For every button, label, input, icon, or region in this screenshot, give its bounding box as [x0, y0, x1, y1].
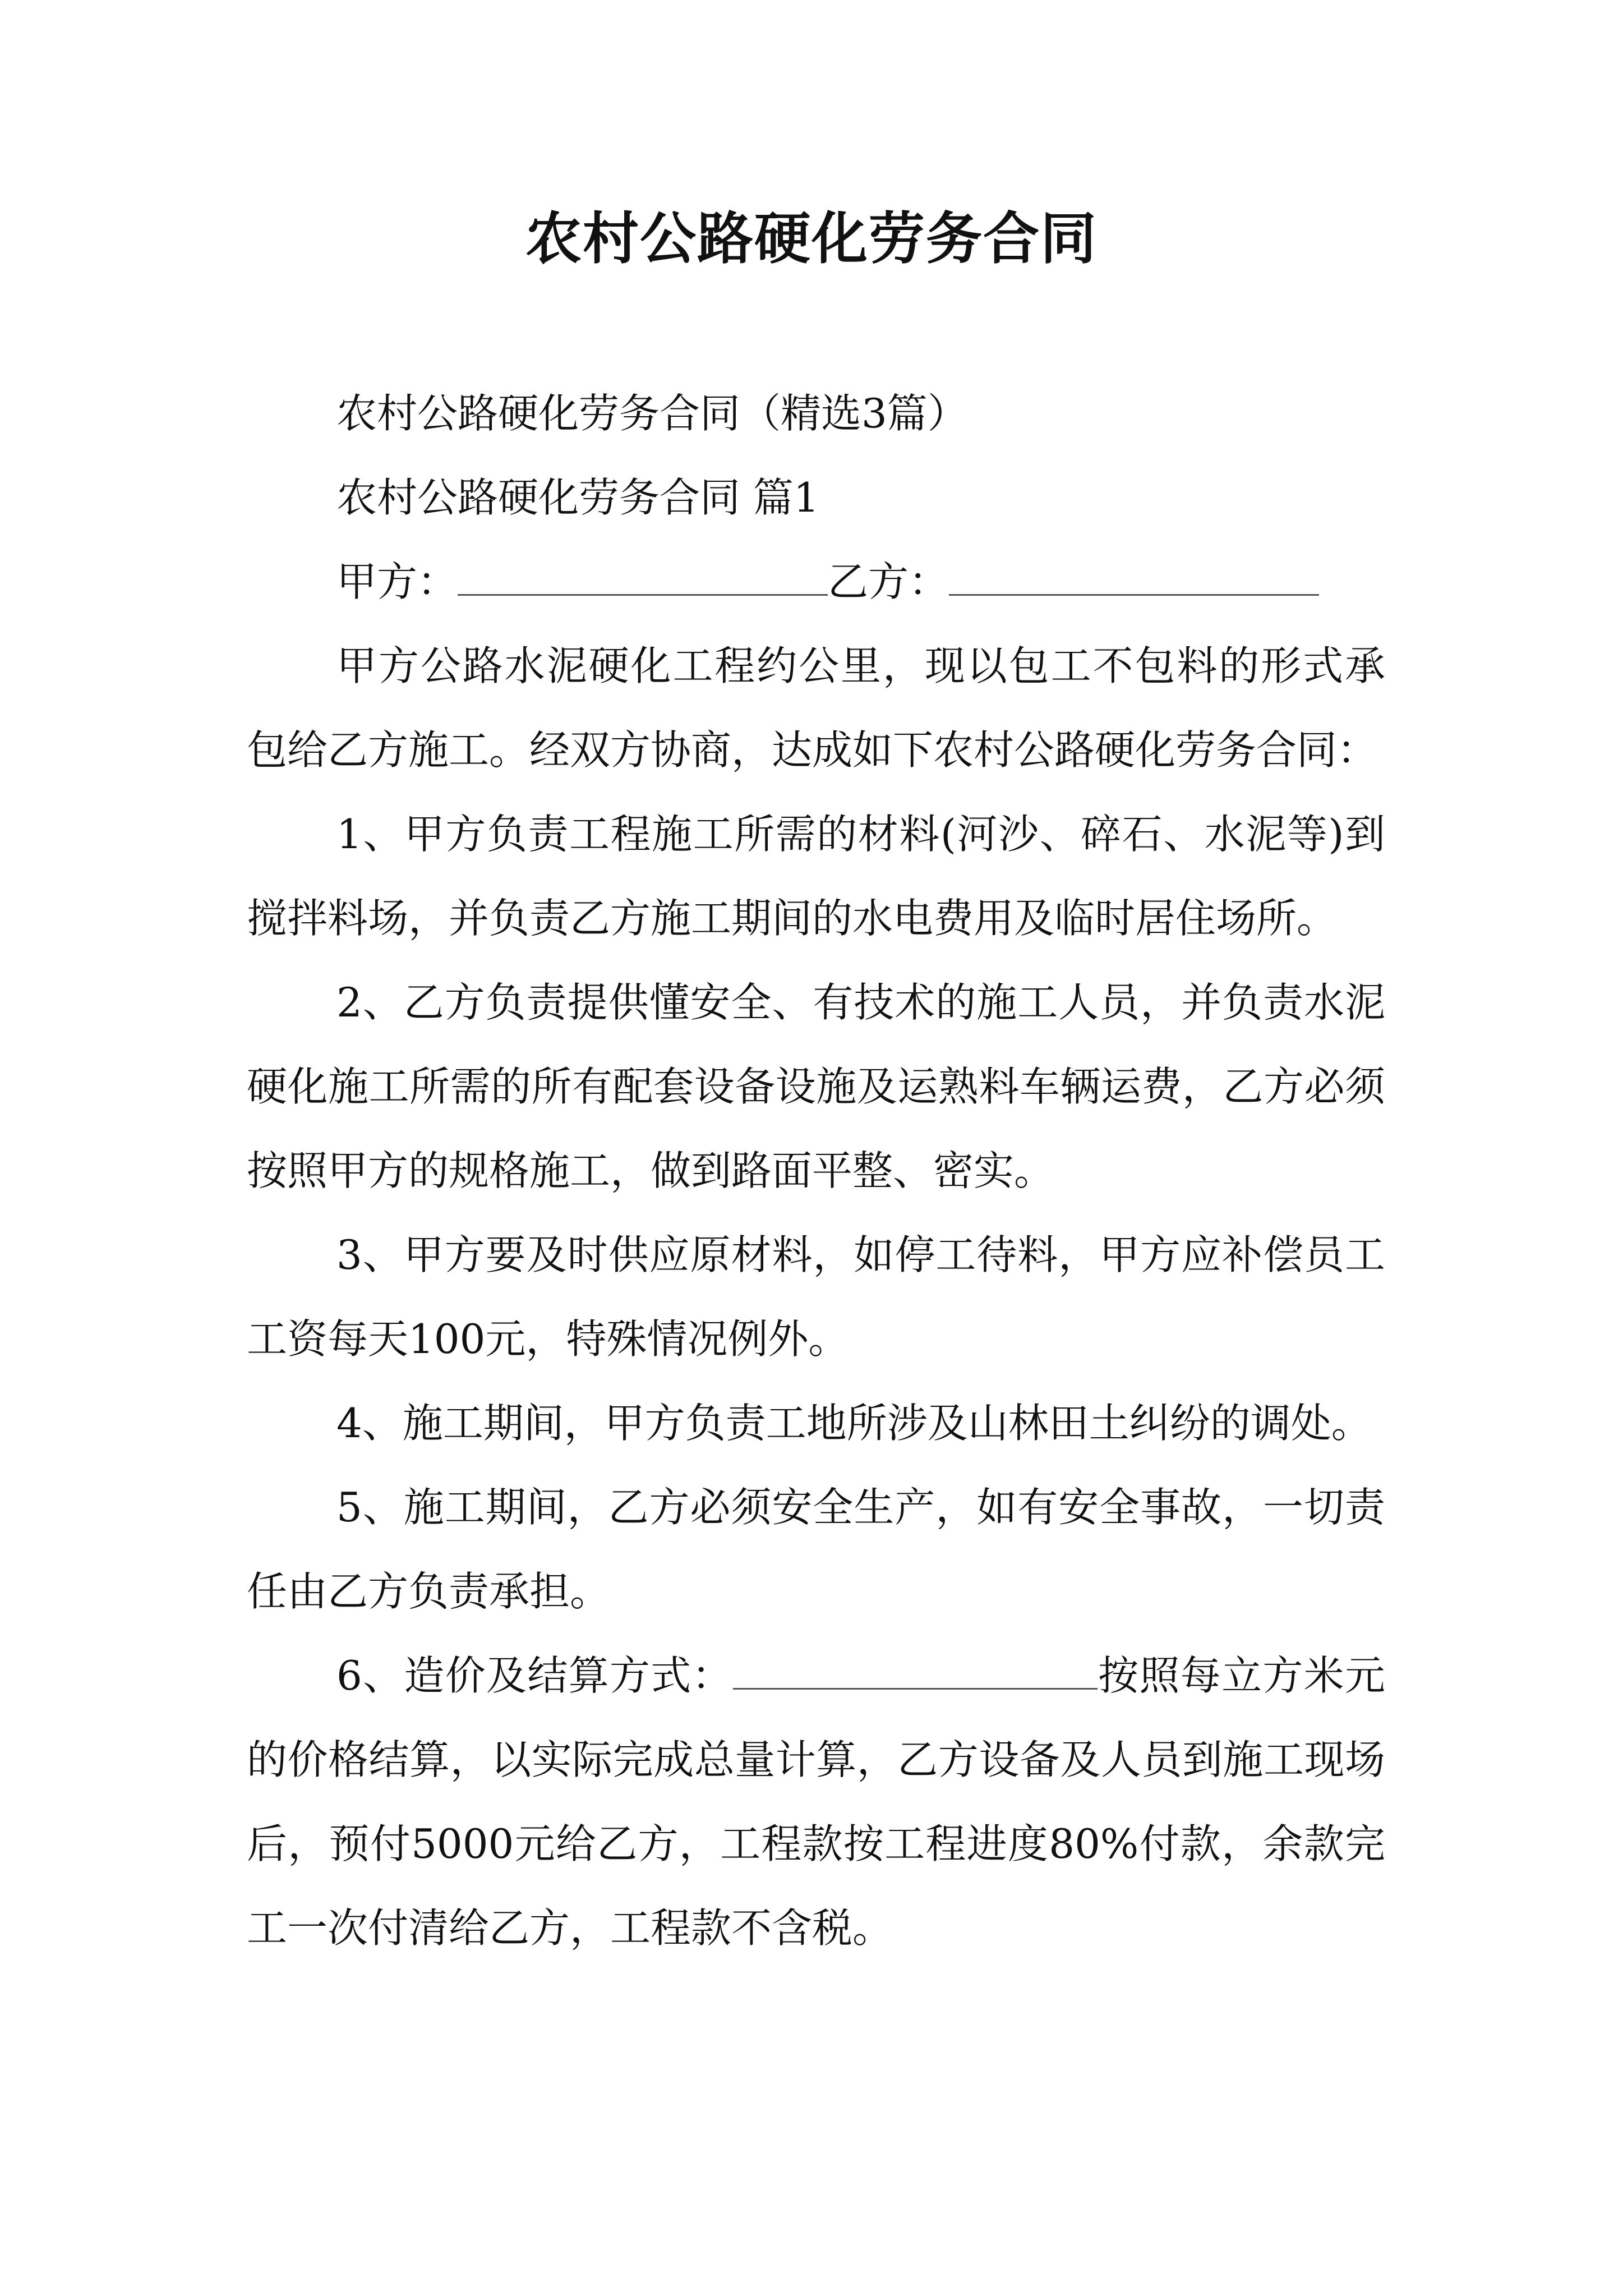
clause-6-prefix: 6、造价及结算方式：	[336, 1652, 733, 1699]
party-b-blank	[949, 557, 1319, 596]
document-body	[247, 371, 1385, 1970]
party-a-blank	[458, 557, 828, 596]
price-blank	[733, 1651, 1098, 1690]
section-heading: 农村公路硬化劳务合同 篇1	[336, 474, 819, 521]
clause-3: 3、甲方要及时供应原材料，如停工待料，甲方应补偿员工工资每天100元，特殊情况例外。	[247, 1231, 1385, 1363]
paragraph-intro: 甲方公路水泥硬化工程约公里，现以包工不包料的形式承包给乙方施工。经双方协商，达成如下农村公路硬化劳务合同：	[247, 642, 1385, 774]
party-line	[247, 540, 1385, 624]
clause-1: 1、甲方负责工程施工所需的材料(河沙、碎石、水泥等)到搅拌料场，并负责乙方施工期间的水电费用及临时居住场所。	[247, 811, 1385, 942]
clause-6	[247, 1634, 1385, 1970]
clause-5: 5、施工期间，乙方必须安全生产，如有安全事故，一切责任由乙方负责承担。	[247, 1484, 1385, 1615]
clause-2: 2、乙方负责提供懂安全、有技术的施工人员，并负责水泥硬化施工所需的所有配套设备设施及运熟料车辆运费，乙方必须按照甲方的规格施工，做到路面平整、密实。	[247, 979, 1385, 1194]
party-b-label: 乙方：	[828, 558, 949, 605]
clause-6-text: 按照每立方米元的价格结算，以实际完成总量计算，乙方设备及人员到施工现场后，预付5000元给乙方，工程款按工程进度80%付款，余款完工一次付清给乙方，工程款不含税。	[247, 1652, 1385, 1952]
document-title: 农村公路硬化劳务合同	[525, 205, 1098, 272]
document-subtitle: 农村公路硬化劳务合同（精选3篇）	[336, 390, 968, 437]
clause-4: 4、施工期间，甲方负责工地所涉及山林田土纠纷的调处。	[336, 1400, 1372, 1447]
party-a-label: 甲方：	[336, 558, 458, 605]
